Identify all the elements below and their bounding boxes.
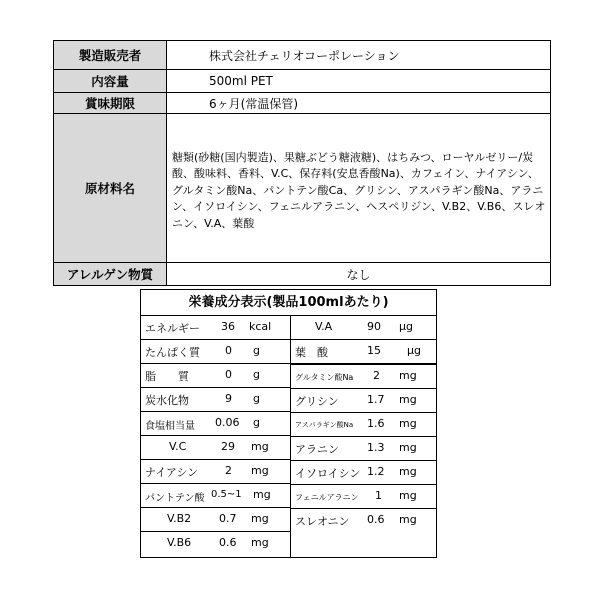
nutrition-row	[141, 412, 290, 436]
nutrition-row	[141, 364, 290, 388]
nutrient-unit: mg	[399, 393, 417, 406]
nutrient-name: フェニルアラニン	[295, 493, 359, 502]
nutrient-amount: 0.6	[219, 536, 237, 549]
nutrient-unit: mg	[399, 369, 417, 382]
nutrient-name: 炭水化物	[145, 394, 189, 407]
nutrient-name: パントテン酸	[145, 493, 205, 504]
nutrition-right-column	[291, 316, 436, 533]
nutrient-name: アラニン	[295, 443, 339, 456]
nutrient-amount: 9	[225, 392, 232, 405]
nutrient-amount: 15	[367, 344, 381, 357]
nutrition-row	[291, 485, 436, 509]
nutrition-row	[141, 388, 290, 412]
nutrient-unit: μg	[399, 320, 413, 333]
nutrition-row	[291, 461, 436, 485]
info-label: 賞味期限	[54, 93, 167, 114]
info-row-allergen	[54, 263, 551, 286]
nutrition-row	[291, 437, 436, 461]
nutrient-amount: 1	[375, 489, 382, 502]
nutrient-unit: μg	[407, 344, 421, 357]
ingredients-text: 糖類(砂糖(国内製造)、果糖ぶどう糖液糖)、はちみつ、ローヤルゼリー/炭酸、酸味料、香料、V.C、保存料(安息香酸Na)、カフェイン、ナイアシン、グルタミン酸Na、パントテン酸Ca、グリシン、アスパラギン酸Na、アラニン、イソロイシン、フェニルアラニン、ヘスペリジン、V.B2、V.B6、スレオニン、V.A、葉酸	[167, 114, 551, 263]
nutrient-amount: 0.06	[215, 416, 240, 429]
info-label: 内容量	[54, 70, 167, 93]
nutrition-row	[291, 340, 436, 365]
nutrient-unit: mg	[251, 512, 269, 525]
nutrient-amount: 0	[225, 368, 232, 381]
nutrition-row	[291, 365, 436, 389]
nutrient-unit: mg	[399, 465, 417, 478]
nutrient-unit: mg	[251, 440, 269, 453]
nutrient-unit: g	[253, 344, 260, 357]
nutrient-amount: 29	[221, 440, 235, 453]
nutrient-unit: mg	[251, 536, 269, 549]
nutrient-name: スレオニン	[295, 515, 350, 528]
nutrient-unit: mg	[399, 417, 417, 430]
nutrition-row	[141, 436, 290, 460]
nutrient-amount: 1.6	[367, 417, 385, 430]
nutrition-row	[141, 340, 290, 364]
info-label: 原材料名	[54, 114, 167, 263]
nutrient-name: V.B2	[167, 512, 192, 525]
nutrition-row	[291, 413, 436, 437]
nutrient-name: アスパラギン酸Na	[295, 421, 354, 429]
nutrient-name: 葉 酸	[295, 346, 328, 359]
nutrition-row	[141, 316, 290, 340]
nutrient-name: グルタミン酸Na	[295, 373, 354, 382]
nutrient-name: たんぱく質	[145, 346, 200, 359]
info-value: 株式会社チェリオコーポレーション	[167, 41, 551, 70]
nutrition-left-column	[141, 316, 291, 558]
nutrient-amount: 1.2	[367, 465, 385, 478]
info-value: 500ml PET	[167, 70, 551, 93]
nutrition-title: 栄養成分表示(製品100mlあたり)	[141, 290, 436, 316]
nutrient-amount: 0.6	[367, 513, 385, 526]
nutrient-unit: mg	[251, 464, 269, 477]
nutrient-name: V.B6	[167, 536, 192, 549]
product-info-table	[53, 40, 551, 286]
nutrient-amount: 1.7	[367, 393, 385, 406]
info-row-ingredients	[54, 114, 551, 263]
nutrient-amount: 0	[225, 344, 232, 357]
nutrition-table	[140, 289, 437, 558]
nutrient-amount: 1.3	[367, 441, 385, 454]
nutrition-row	[141, 484, 290, 508]
nutrient-name: V.A	[315, 320, 333, 333]
nutrition-row	[141, 508, 290, 532]
info-row-expiry	[54, 93, 551, 114]
info-label: 製造販売者	[54, 41, 167, 70]
nutrient-amount: 2	[373, 369, 380, 382]
nutrient-name: ナイアシン	[145, 466, 199, 479]
nutrition-body	[141, 316, 436, 558]
info-value: なし	[167, 263, 551, 286]
nutrition-row	[141, 460, 290, 484]
nutrient-unit: mg	[399, 441, 417, 454]
nutrient-amount: 2	[225, 464, 232, 477]
nutrient-amount: 90	[367, 320, 381, 333]
nutrient-name: エネルギー	[145, 322, 200, 335]
nutrient-name: 脂 質	[145, 370, 189, 383]
nutrient-amount: 0.5~1	[211, 489, 242, 500]
nutrient-amount: 36	[221, 320, 235, 333]
nutrition-row	[291, 316, 436, 340]
nutrient-unit: mg	[399, 489, 417, 502]
info-value: 6ヶ月(常温保管)	[167, 93, 551, 114]
info-label: アレルゲン物質	[54, 263, 167, 286]
info-row-maker	[54, 41, 551, 70]
nutrient-unit: g	[253, 392, 260, 405]
nutrient-name: イソロイシン	[295, 467, 361, 480]
nutrient-name: グリシン	[295, 395, 339, 408]
nutrient-name: V.C	[169, 440, 187, 453]
nutrient-amount: 0.7	[219, 512, 237, 525]
nutrition-row	[141, 532, 290, 555]
nutrient-name: 食塩相当量	[145, 421, 195, 432]
nutrient-unit: kcal	[249, 320, 272, 333]
nutrient-unit: mg	[253, 488, 271, 501]
nutrient-unit: g	[253, 416, 260, 429]
nutrition-row	[291, 389, 436, 413]
info-row-volume	[54, 70, 551, 93]
nutrient-unit: mg	[399, 513, 417, 526]
nutrient-unit: g	[253, 368, 260, 381]
nutrition-row	[291, 509, 436, 532]
